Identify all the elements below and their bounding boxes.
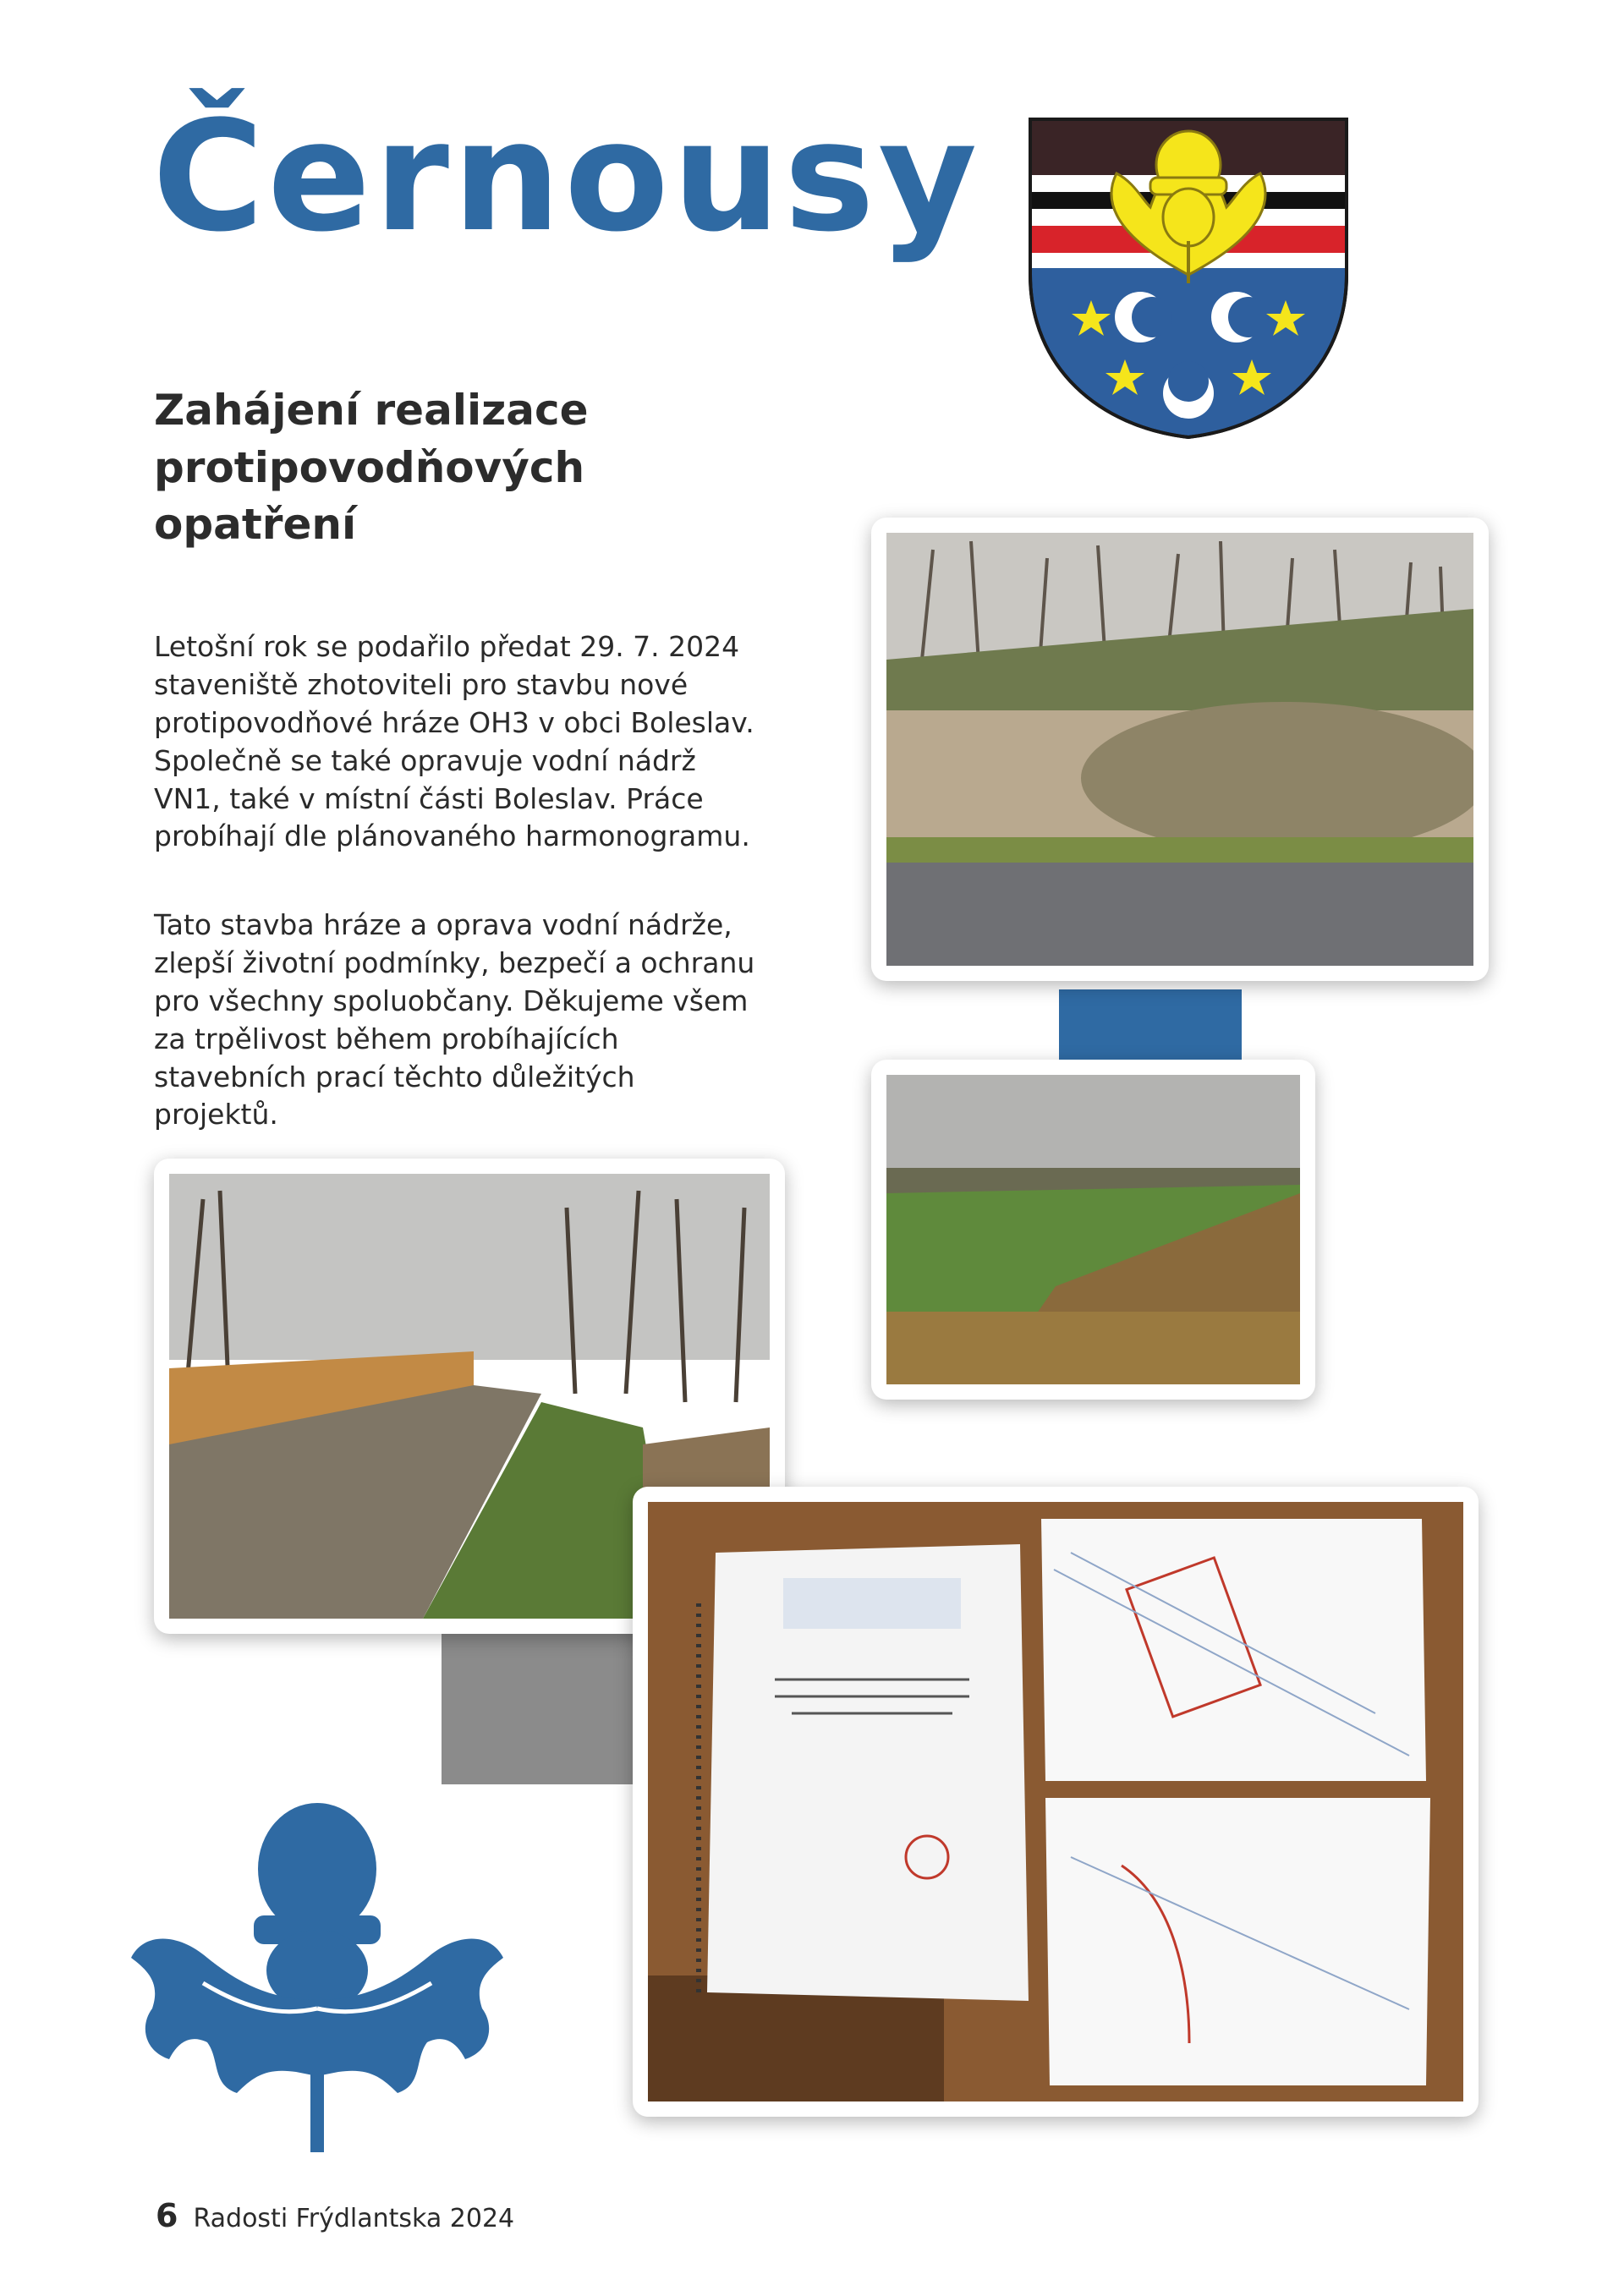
- pond-photo: [871, 518, 1489, 981]
- page-footer: [156, 2197, 514, 2234]
- field-photo: [871, 1060, 1315, 1400]
- documents-photo: [633, 1487, 1479, 2117]
- publication-name: Radosti Frýdlantska 2024: [193, 2204, 515, 2233]
- page-number: 6: [156, 2197, 178, 2234]
- acorn-oak-leaves-icon: [127, 1789, 508, 2161]
- coat-of-arms-icon: [1023, 114, 1353, 444]
- page-title: Černousy: [152, 89, 981, 266]
- paragraph-1: Letošní rok se podařilo předat 29. 7. 2024 staveniště zhotoviteli pro stavbu nové protipovodňové hráze OH3 v obci Boleslav. Společně se také opravuje vodní nádrž VN1, také v místní části Boleslav. Práce probíhají dle plánovaného harmonogramu.: [154, 630, 754, 853]
- decorative-blue-bar: [1059, 989, 1242, 1067]
- paragraph-2: Tato stavba hráze a oprava vodní nádrže, zlepší životní podmínky, bezpečí a ochranu pro všechny spoluobčany. Děkujeme všem za trpělivost během probíhajících stavebních prací těchto důležitých projektů.: [154, 908, 755, 1132]
- article-subtitle: Zahájení realizace protipovodňových opatření: [154, 386, 589, 549]
